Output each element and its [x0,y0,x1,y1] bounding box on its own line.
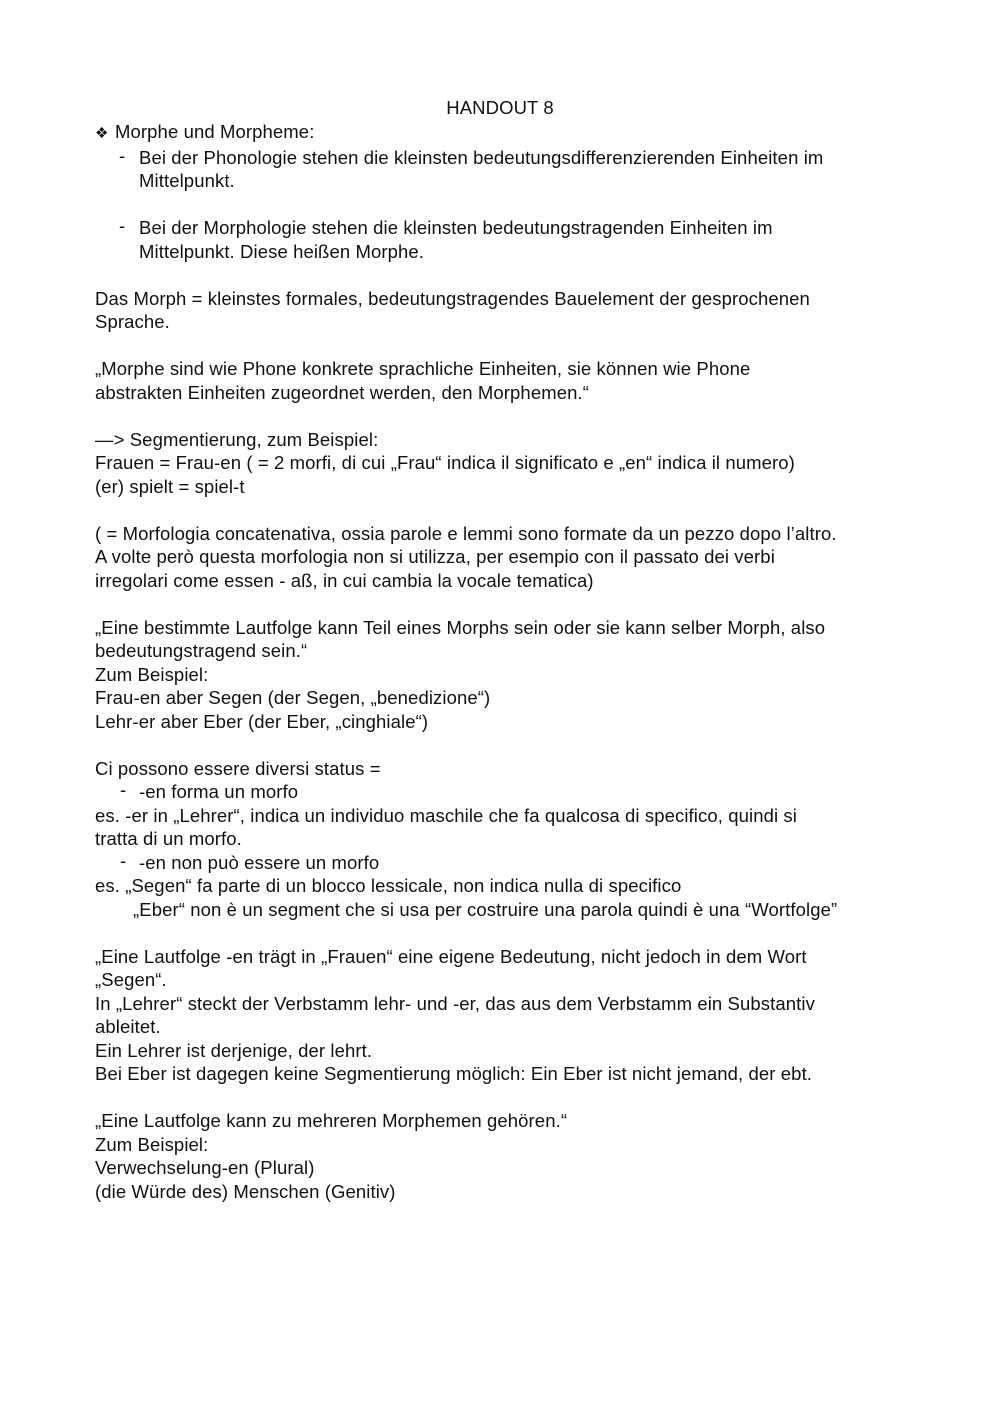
quote-paragraph [95,1109,945,1203]
text-line: -en non può essere un morfo [139,851,380,873]
text-line: -en forma un morfo [139,781,299,802]
text-line: Bei der Morphologie stehen die kleinsten bedeutungstragenden Einheiten im [139,217,773,238]
text-line: Mittelpunkt. [139,170,235,191]
quote-paragraph [95,945,945,1086]
text-line: tratta di un morfo. [95,828,242,849]
text-line: In „Lehrer“ steckt der Verbstamm lehr- und -er, das aus dem Verbstamm ein Substantiv [95,992,815,1014]
text-line: Das Morph = kleinstes formales, bedeutungstragendes Bauelement der gesprochenen [95,287,810,309]
text-line: A volte però questa morfologia non si utilizza, per esempio con il passato dei verbi [95,546,775,567]
text-line: Bei Eber ist dagegen keine Segmentierung möglich: Ein Eber ist nicht jemand, der ebt. [95,1063,813,1084]
dash-list-item [95,851,945,875]
text-line: Ci possono essere diversi status = [95,757,381,779]
text-line: Frau-en aber Segen (der Segen, „benedizione“) [95,687,491,708]
text-line: ableitet. [95,1016,161,1037]
dash-list-item [95,780,945,804]
dash-bullet-icon: - [119,144,126,166]
text-line: es. „Segen“ fa parte di un blocco lessicale, non indica nulla di specifico [95,875,682,896]
text-line: irregolari come essen - aß, in cui cambia la vocale tematica) [95,569,594,591]
text-line: Sprache. [95,311,170,332]
text-line: Mittelpunkt. Diese heißen Morphe. [139,240,425,262]
quote-paragraph [95,357,945,404]
dash-bullet-icon: - [120,779,127,800]
dash-bullet-icon: - [119,215,126,236]
text-line: Bei der Phonologie stehen die kleinsten bedeutungsdifferenzierenden Einheiten im [139,146,824,168]
page-title: HANDOUT 8 [446,97,554,118]
text-line: Verwechselung-en (Plural) [95,1157,315,1178]
text-line: „Eine Lautfolge kann zu mehreren Morphemen gehören.“ [95,1110,568,1131]
section-heading-text: Morphe und Morpheme: [115,121,315,142]
text-line: (er) spielt = spiel-t [95,475,245,497]
segmentation-paragraph [95,428,945,499]
document-body [95,120,945,1203]
text-line: bedeutungstragend sein.“ [95,640,308,661]
text-line: Ein Lehrer ist derjenige, der lehrt. [95,1039,373,1061]
status-section [95,757,945,922]
text-line: —> Segmentierung, zum Beispiel: [95,428,379,450]
text-line: „Eine Lautfolge -en trägt in „Frauen“ eine eigene Bedeutung, nicht jedoch in dem Wort [95,945,807,967]
text-line: ( = Morfologia concatenativa, ossia parole e lemmi sono formate da un pezzo dopo l’altro. [95,522,837,544]
text-line: Zum Beispiel: [95,663,209,685]
dash-list-item [95,216,945,263]
section-heading [95,120,945,146]
text-line: „Eine bestimmte Lautfolge kann Teil eines Morphs sein oder sie kann selber Morph, also [95,616,826,638]
text-line: „Eber“ non è un segment che si usa per costruire una parola quindi è una “Wortfolge” [133,898,838,920]
text-line: „Morphe sind wie Phone konkrete sprachliche Einheiten, sie können wie Phone [95,358,751,379]
text-line: (die Würde des) Menschen (Genitiv) [95,1180,396,1202]
concatenative-paragraph [95,522,945,593]
dash-list-item [95,146,945,193]
quote-paragraph [95,616,945,734]
definition-paragraph [95,287,945,334]
text-line: es. -er in „Lehrer“, indica un individuo maschile che fa qualcosa di specifico, quindi si [95,804,797,826]
dash-bullet-icon: - [120,849,127,871]
diamond-bullet-icon: ❖ [95,125,109,142]
text-line: Frauen = Frau-en ( = 2 morfi, di cui „Frau“ indica il significato e „en“ indica il numero) [95,452,795,473]
text-line: Zum Beispiel: [95,1133,209,1155]
text-line: „Segen“. [95,969,167,990]
text-line: Lehr-er aber Eber (der Eber, „cinghiale“) [95,710,429,732]
text-line: abstrakten Einheiten zugeordnet werden, den Morphemen.“ [95,381,589,403]
